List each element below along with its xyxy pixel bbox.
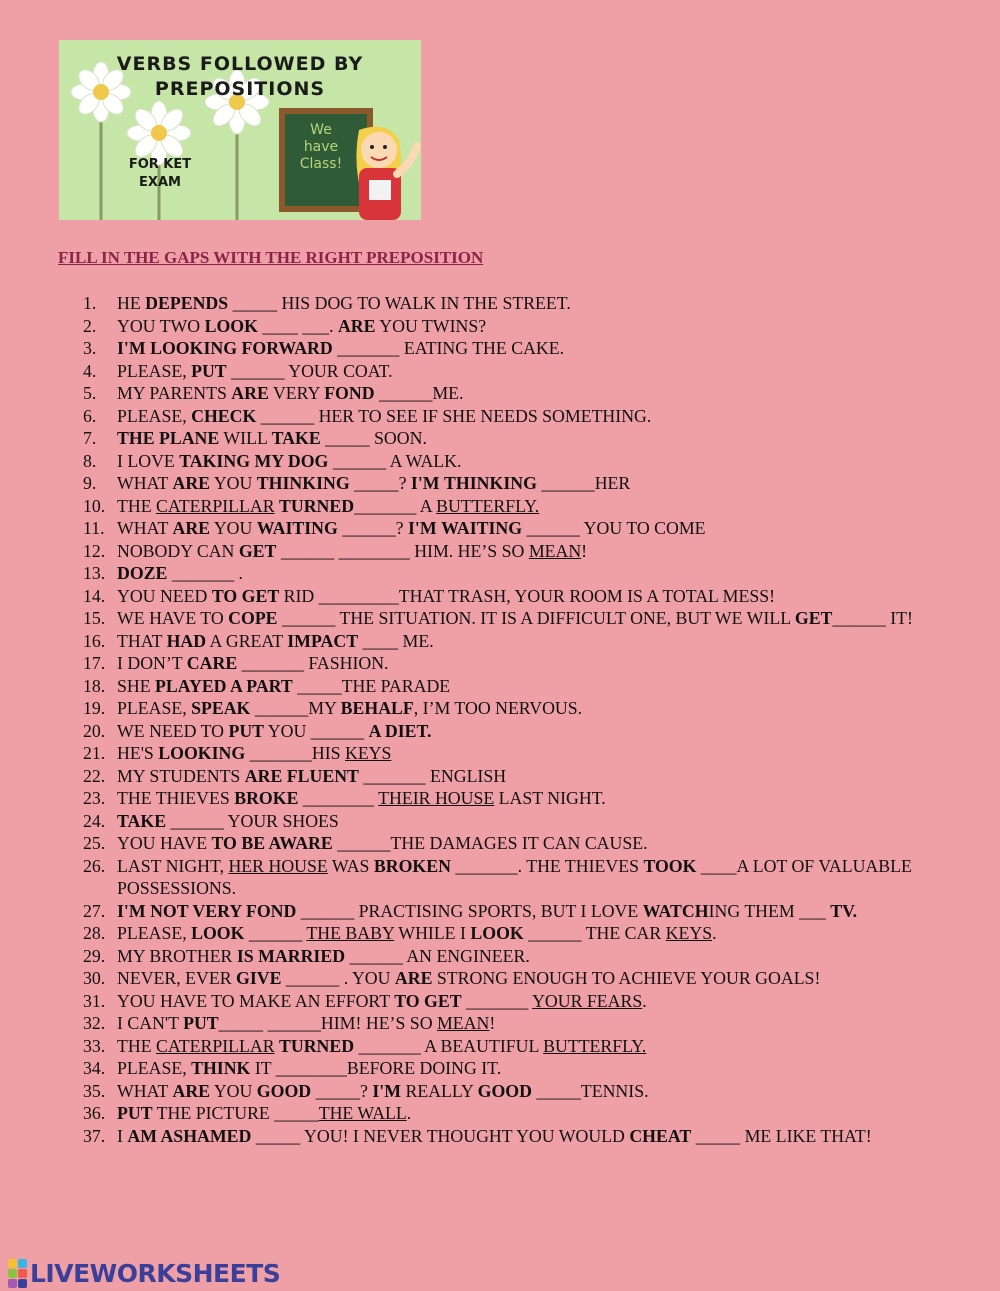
exercise-item bbox=[83, 1035, 995, 1058]
exercise-item-number: 32. bbox=[83, 1013, 106, 1033]
exercise-item-text: YOU NEED TO GET RID _________THAT TRASH, YOUR ROOM IS A TOTAL MESS! bbox=[117, 585, 776, 606]
exercise-item-number: 11. bbox=[83, 518, 105, 538]
exercise-item-text: TAKE ______ YOUR SHOES bbox=[117, 810, 339, 831]
exercise-item bbox=[83, 697, 995, 720]
exercise-item-text: NEVER, EVER GIVE ______ . YOU ARE STRONG ENOUGH TO ACHIEVE YOUR GOALS! bbox=[117, 968, 821, 988]
exercise-item bbox=[83, 787, 995, 810]
exercise-item-text: I AM ASHAMED _____ YOU! I NEVER THOUGHT YOU WOULD CHEAT _____ ME LIKE THAT! bbox=[117, 1125, 872, 1146]
exercise-item-number: 31. bbox=[83, 990, 106, 1011]
exercise-item-number: 30. bbox=[83, 968, 106, 988]
exercise-item bbox=[83, 1102, 995, 1125]
exercise-item bbox=[83, 810, 995, 833]
exercise-item-text: THE PLANE WILL TAKE _____ SOON. bbox=[117, 428, 427, 448]
exercise-item-number: 36. bbox=[83, 1103, 106, 1123]
exercise-item-text: THE CATERPILLAR TURNED _______ A BEAUTIFUL BUTTERFLY. bbox=[117, 1035, 647, 1056]
exercise-item bbox=[83, 990, 995, 1013]
exercise-item-number: 2. bbox=[83, 315, 97, 336]
exercise-item-number: 18. bbox=[83, 675, 106, 696]
exercise-item-number: 20. bbox=[83, 720, 106, 741]
exercise-item-text: HE'S LOOKING _______HIS KEYS bbox=[117, 743, 392, 763]
exercise-item bbox=[83, 1125, 995, 1148]
exercise-item-text: PLEASE, SPEAK ______MY BEHALF, I’M TOO NERVOUS. bbox=[117, 698, 583, 718]
exercise-item-text: DOZE _______ . bbox=[117, 563, 243, 583]
exercise-item-number: 33. bbox=[83, 1035, 106, 1056]
exercise-item bbox=[83, 405, 995, 428]
exercise-item-text: I CAN'T PUT_____ ______HIM! HE’S SO MEAN! bbox=[117, 1013, 496, 1033]
exercise-item-text: THE CATERPILLAR TURNED_______ A BUTTERFLY. bbox=[117, 495, 540, 516]
exercise-item-text: I'M NOT VERY FOND ______ PRACTISING SPORTS, BUT I LOVE WATCHING THEM ___ TV. bbox=[117, 900, 858, 921]
chalkboard-text-line1: We bbox=[310, 122, 332, 138]
banner-title-line2: PREPOSITIONS bbox=[154, 78, 326, 100]
exercise-item-number: 24. bbox=[83, 810, 106, 831]
liveworksheets-logo bbox=[8, 1257, 280, 1289]
exercise-item-number: 21. bbox=[83, 743, 106, 763]
exercise-item bbox=[83, 360, 995, 383]
exercise-item bbox=[83, 382, 995, 405]
exercise-item-number: 28. bbox=[83, 923, 106, 943]
exercise-item-text: I DON’T CARE _______ FASHION. bbox=[117, 653, 389, 673]
exercise-item-number: 9. bbox=[83, 473, 97, 493]
exercise-item bbox=[83, 315, 995, 338]
exercise-item-text: LAST NIGHT, HER HOUSE WAS BROKEN _______. THE THIEVES TOOK ____A LOT OF VALUABLE POSSESSIONS. bbox=[117, 855, 917, 898]
exercise-item-text: THE THIEVES BROKE ________ THEIR HOUSE LAST NIGHT. bbox=[117, 788, 606, 808]
exercise-item-text: PLEASE, THINK IT ________BEFORE DOING IT. bbox=[117, 1058, 502, 1078]
exercise-item-text: I LOVE TAKING MY DOG ______ A WALK. bbox=[117, 450, 462, 471]
exercise-item-text: YOU HAVE TO BE AWARE ______THE DAMAGES IT CAN CAUSE. bbox=[117, 833, 648, 853]
logo-square bbox=[18, 1259, 27, 1268]
banner-subtitle-line2: EXAM bbox=[139, 175, 181, 190]
logo-square bbox=[8, 1269, 17, 1278]
exercise-item bbox=[83, 832, 995, 855]
exercise-item-number: 13. bbox=[83, 563, 106, 583]
exercise-item bbox=[83, 427, 995, 450]
chalkboard-text bbox=[291, 122, 351, 173]
exercise-item bbox=[83, 765, 995, 788]
exercise-item bbox=[83, 855, 995, 900]
exercise-item-text: WHAT ARE YOU WAITING ______? I'M WAITING ______ YOU TO COME bbox=[117, 518, 706, 538]
exercise-list bbox=[83, 292, 995, 1147]
exercise-item bbox=[83, 720, 995, 743]
exercise-item-number: 15. bbox=[83, 608, 106, 628]
exercise-item bbox=[83, 945, 995, 968]
banner-subtitle-line1: FOR KET bbox=[128, 157, 192, 172]
exercise-item-number: 3. bbox=[83, 338, 97, 358]
exercise-item-text: PLEASE, LOOK ______ THE BABY WHILE I LOOK ______ THE CAR KEYS. bbox=[117, 923, 717, 943]
chalkboard-text-line3: Class! bbox=[299, 156, 343, 172]
exercise-item-number: 34. bbox=[83, 1058, 106, 1078]
exercise-item bbox=[83, 337, 995, 360]
exercise-item-number: 7. bbox=[83, 428, 97, 448]
exercise-item bbox=[83, 607, 995, 630]
exercise-item-number: 27. bbox=[83, 900, 106, 921]
exercise-item-number: 25. bbox=[83, 833, 106, 853]
exercise-item-number: 29. bbox=[83, 945, 106, 966]
exercise-item bbox=[83, 630, 995, 653]
exercise-item bbox=[83, 562, 995, 585]
exercise-item-number: 10. bbox=[83, 495, 106, 516]
exercise-item-text: NOBODY CAN GET ______ ________ HIM. HE’S SO MEAN! bbox=[117, 540, 588, 561]
exercise-item bbox=[83, 585, 995, 608]
exercise-item-number: 14. bbox=[83, 585, 106, 606]
exercise-item bbox=[83, 742, 995, 765]
exercise-item bbox=[83, 900, 995, 923]
exercise-item bbox=[83, 517, 995, 540]
exercise-item-number: 26. bbox=[83, 855, 106, 876]
exercise-item-text: THAT HAD A GREAT IMPACT ____ ME. bbox=[117, 630, 434, 651]
exercise-item bbox=[83, 540, 995, 563]
exercise-item-number: 12. bbox=[83, 540, 106, 561]
exercise-item-text: MY BROTHER IS MARRIED ______ AN ENGINEER. bbox=[117, 945, 530, 966]
exercise-item bbox=[83, 472, 995, 495]
banner-title-line1: VERBS FOLLOWED BY bbox=[116, 53, 364, 75]
banner-title bbox=[59, 52, 421, 102]
exercise-item-number: 8. bbox=[83, 450, 97, 471]
exercise-item-text: MY STUDENTS ARE FLUENT _______ ENGLISH bbox=[117, 765, 507, 786]
logo-square bbox=[18, 1269, 27, 1278]
exercise-item-text: SHE PLAYED A PART _____THE PARADE bbox=[117, 675, 451, 696]
logo-square bbox=[18, 1279, 27, 1288]
logo-square bbox=[8, 1259, 17, 1268]
exercise-item-number: 1. bbox=[83, 293, 97, 313]
exercise-item bbox=[83, 652, 995, 675]
exercise-item-text: YOU HAVE TO MAKE AN EFFORT TO GET _______ YOUR FEARS. bbox=[117, 990, 647, 1011]
exercise-item-text: HE DEPENDS _____ HIS DOG TO WALK IN THE STREET. bbox=[117, 293, 571, 313]
exercise-item bbox=[83, 495, 995, 518]
exercise-item-number: 5. bbox=[83, 383, 97, 403]
exercise-item-text: WHAT ARE YOU THINKING _____? I'M THINKING ______HER bbox=[117, 473, 631, 493]
liveworksheets-logo-text: LIVEWORKSHEETS bbox=[30, 1258, 281, 1288]
exercise-item bbox=[83, 967, 995, 990]
exercise-item bbox=[83, 450, 995, 473]
exercise-item-number: 17. bbox=[83, 653, 106, 673]
liveworksheets-logo-icon bbox=[8, 1259, 27, 1288]
exercise-item-text: I'M LOOKING FORWARD _______ EATING THE CAKE. bbox=[117, 338, 565, 358]
exercise-item-number: 22. bbox=[83, 765, 106, 786]
exercise-item-text: PLEASE, CHECK ______ HER TO SEE IF SHE NEEDS SOMETHING. bbox=[117, 405, 652, 426]
exercise-item-number: 37. bbox=[83, 1125, 106, 1146]
exercise-item-text: PLEASE, PUT ______ YOUR COAT. bbox=[117, 360, 393, 381]
exercise-item-number: 16. bbox=[83, 630, 106, 651]
logo-square bbox=[8, 1279, 17, 1288]
title-banner bbox=[59, 40, 421, 220]
exercise-item-text: WE NEED TO PUT YOU ______ A DIET. bbox=[117, 720, 432, 741]
exercise-item-text: WE HAVE TO COPE ______ THE SITUATION. IT IS A DIFFICULT ONE, BUT WE WILL GET______ IT! bbox=[117, 608, 913, 628]
exercise-item bbox=[83, 922, 995, 945]
exercise-item-number: 19. bbox=[83, 698, 106, 718]
exercise-item-text: YOU TWO LOOK ____ ___. ARE YOU TWINS? bbox=[117, 315, 487, 336]
exercise-item-number: 23. bbox=[83, 788, 106, 808]
chalkboard-text-line2: have bbox=[303, 139, 339, 155]
exercise-item-number: 6. bbox=[83, 405, 97, 426]
exercise-item bbox=[83, 675, 995, 698]
exercise-item bbox=[83, 1057, 995, 1080]
exercise-item-text: WHAT ARE YOU GOOD _____? I'M REALLY GOOD _____TENNIS. bbox=[117, 1080, 649, 1101]
instructions-heading: FILL IN THE GAPS WITH THE RIGHT PREPOSITION bbox=[58, 248, 484, 267]
exercise-item-text: MY PARENTS ARE VERY FOND ______ME. bbox=[117, 383, 464, 403]
banner-subtitle bbox=[115, 156, 205, 192]
exercise-item-number: 4. bbox=[83, 360, 97, 381]
exercise-item bbox=[83, 1012, 995, 1035]
exercise-item bbox=[83, 292, 995, 315]
exercise-item-number: 35. bbox=[83, 1080, 106, 1101]
exercise-item-text: PUT THE PICTURE _____THE WALL. bbox=[117, 1103, 412, 1123]
exercise-item bbox=[83, 1080, 995, 1103]
teacher-icon bbox=[356, 127, 417, 220]
